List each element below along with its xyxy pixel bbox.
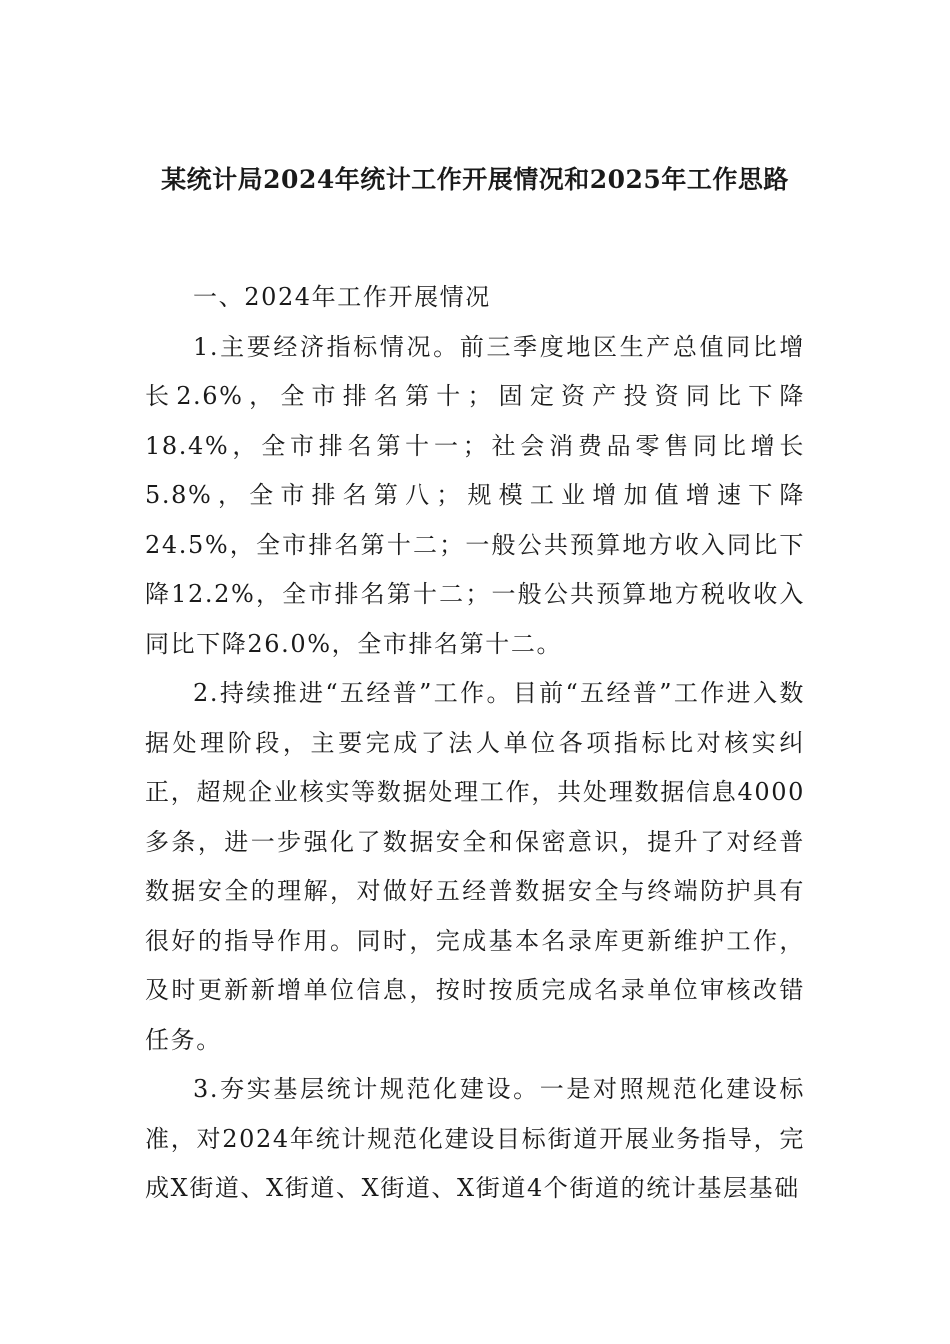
paragraph-economic-indicators: 1.主要经济指标情况。前三季度地区生产总值同比增长2.6%，全市排名第十；固定资产投资同比下降18.4%，全市排名第十一；社会消费品零售同比增长5.8%，全市排名第八；规模工业增加值增速下降24.5%，全市排名第十二；一般公共预算地方收入同比下降12.2%，全市排名第十二；一般公共预算地方税收收入同比下降26.0%，全市排名第十二。 [145, 332, 805, 658]
section-heading: 一、2024年工作开展情况 [193, 283, 491, 311]
paragraph-economic-census: 2.持续推进“五经普”工作。目前“五经普”工作进入数据处理阶段，主要完成了法人单位各项指标比对核实纠正，超规企业核实等数据处理工作，共处理数据信息4000多条，进一步强化了数据安全和保密意识，提升了对经普数据安全的理解，对做好五经普数据安全与终端防护具有很好的指导作用。同时，完成基本名录库更新维护工作，及时更新新增单位信息，按时按质完成名录单位审核改错任务。 [145, 679, 805, 1054]
document-body [145, 273, 805, 1214]
document-title: 某统计局2024年统计工作开展情况和2025年工作思路 [161, 165, 789, 194]
paragraph-grassroots-statistics: 3.夯实基层统计规范化建设。一是对照规范化建设标准，对2024年统计规范化建设目标街道开展业务指导，完成X街道、X街道、X街道、X街道4个街道的统计基层基础 [145, 1075, 805, 1202]
